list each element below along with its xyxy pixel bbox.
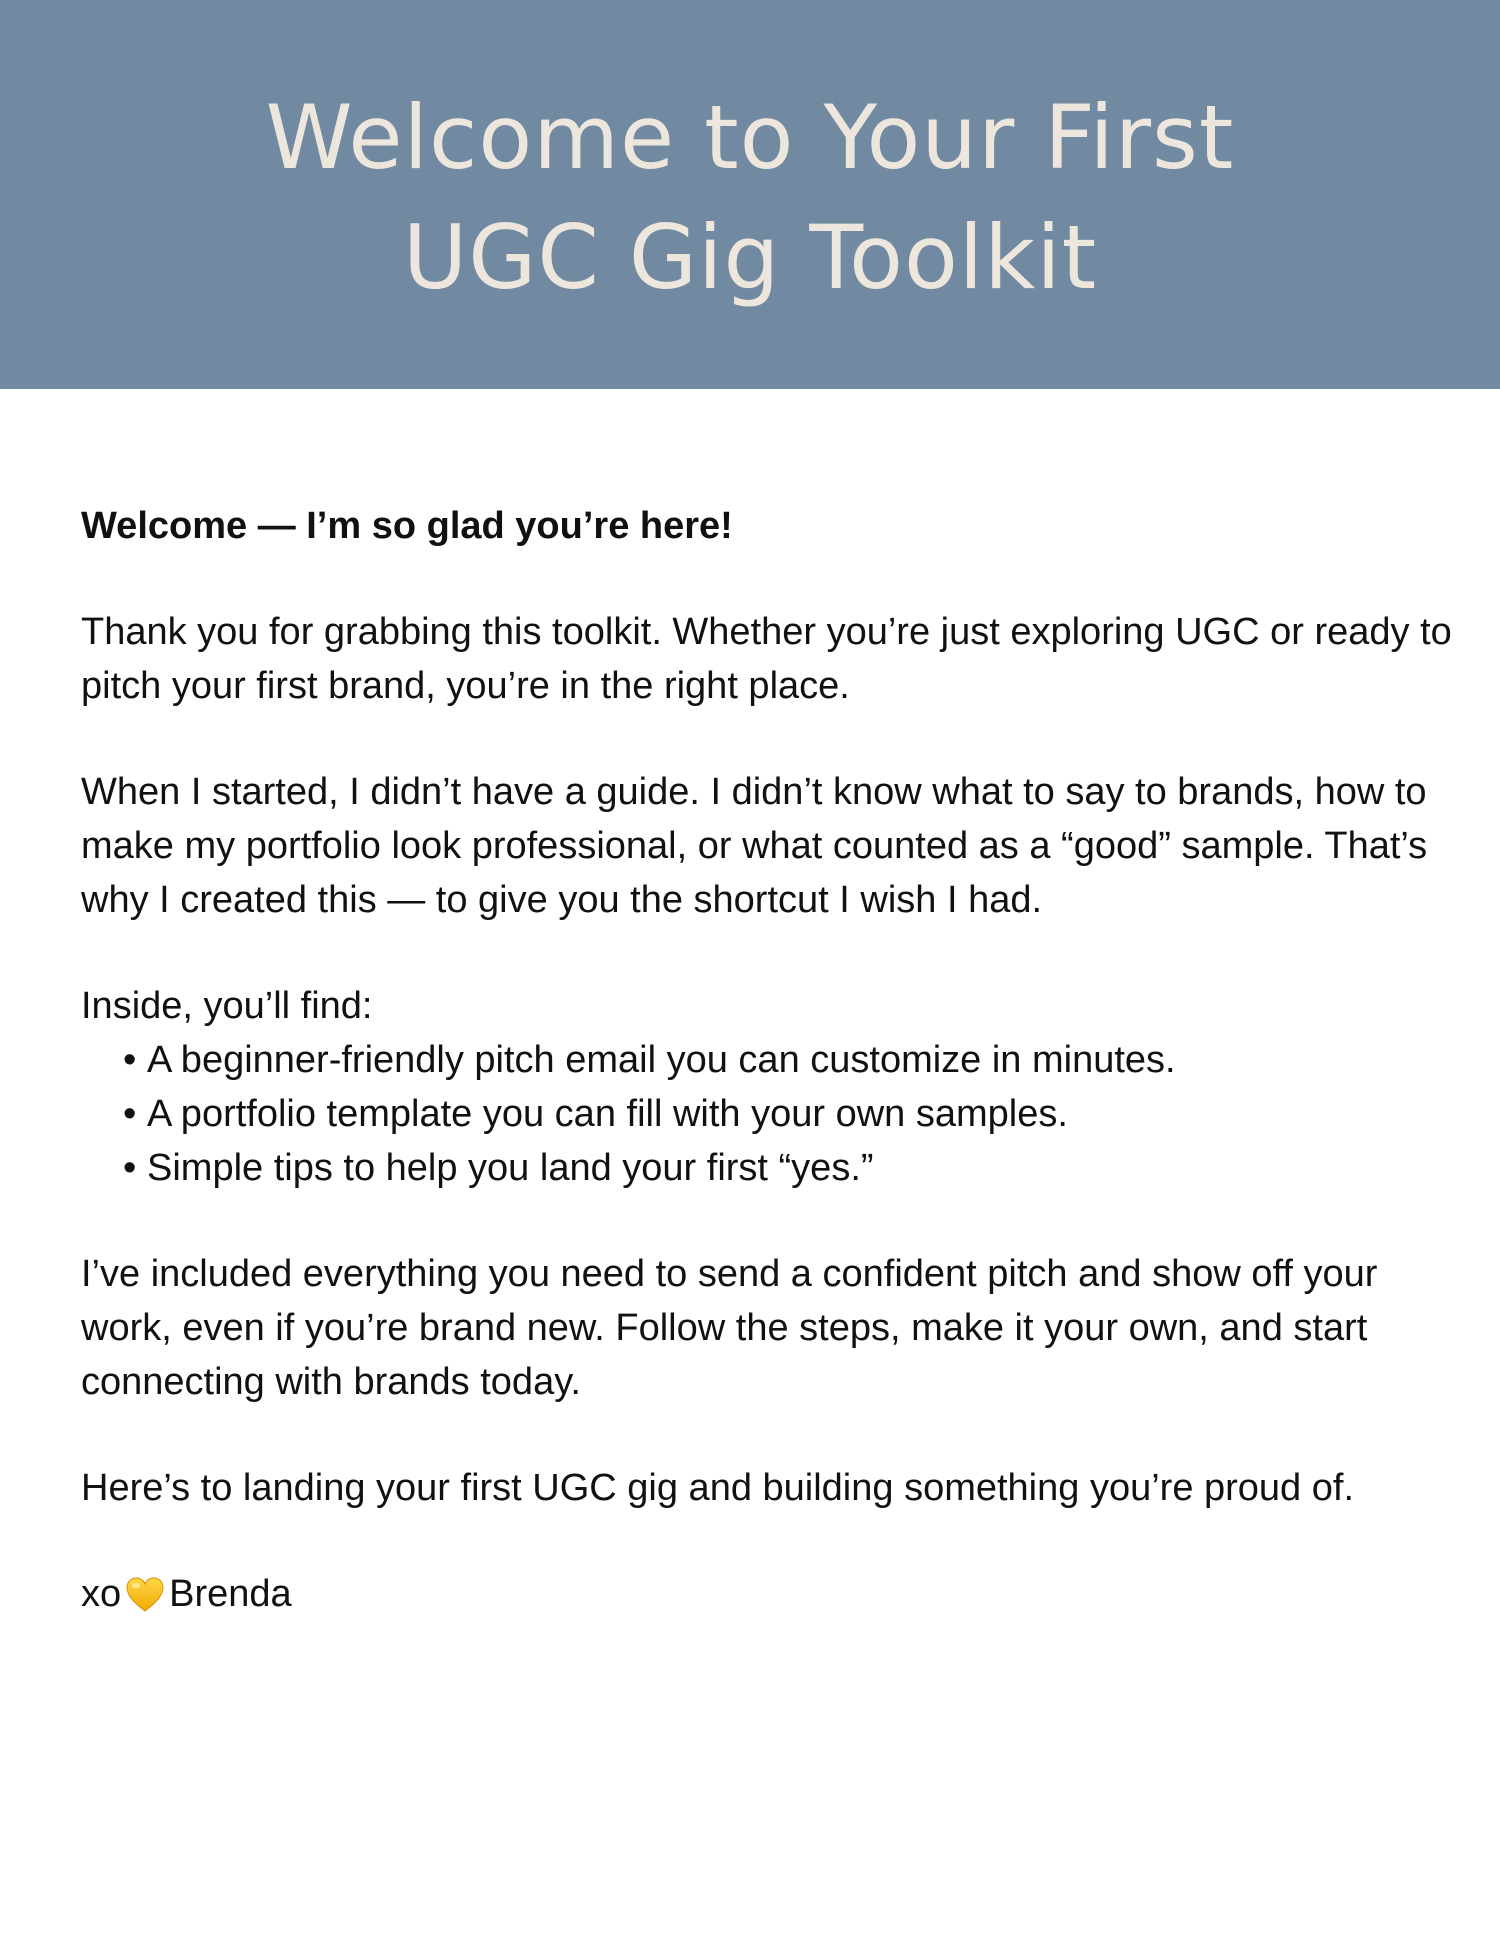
signoff-name: Brenda (169, 1573, 292, 1615)
greeting-heading: Welcome — I’m so glad you’re here! (81, 505, 733, 547)
page-title-line-2: UGC Gig Toolkit (402, 206, 1098, 309)
list-item: • A portfolio template you can fill with your own samples. (123, 1087, 1461, 1141)
paragraph-closing: Here’s to landing your first UGC gig and building something you’re proud of. (81, 1467, 1354, 1509)
toolkit-contents-list (81, 1033, 1461, 1195)
signoff (81, 1567, 1461, 1621)
list-intro: Inside, you’ll find: (81, 985, 373, 1027)
page-title-line-1: Welcome to Your First (265, 86, 1235, 189)
list-item: • Simple tips to help you land your first “yes.” (123, 1141, 1461, 1195)
paragraph-encouragement: I’ve included everything you need to send a confident pitch and show off your work, even if you’re brand new. Follow the steps, make it your own, and start connecting with brands today. (81, 1253, 1378, 1403)
paragraph-story: When I started, I didn’t have a guide. I didn’t know what to say to brands, how to make my portfolio look professional, or what counted as a “good” sample. That’s why I created this — to give you the shortcut I wish I had. (81, 771, 1428, 921)
header-banner (0, 0, 1500, 389)
yellow-heart-icon (125, 1576, 165, 1614)
letter-body (81, 499, 1461, 1673)
paragraph-thank-you: Thank you for grabbing this toolkit. Whether you’re just exploring UGC or ready to pitch your first brand, you’re in the right place. (81, 611, 1452, 707)
signoff-prefix: xo (81, 1573, 122, 1615)
list-item: • A beginner-friendly pitch email you can customize in minutes. (123, 1033, 1461, 1087)
page-title (0, 78, 1500, 318)
